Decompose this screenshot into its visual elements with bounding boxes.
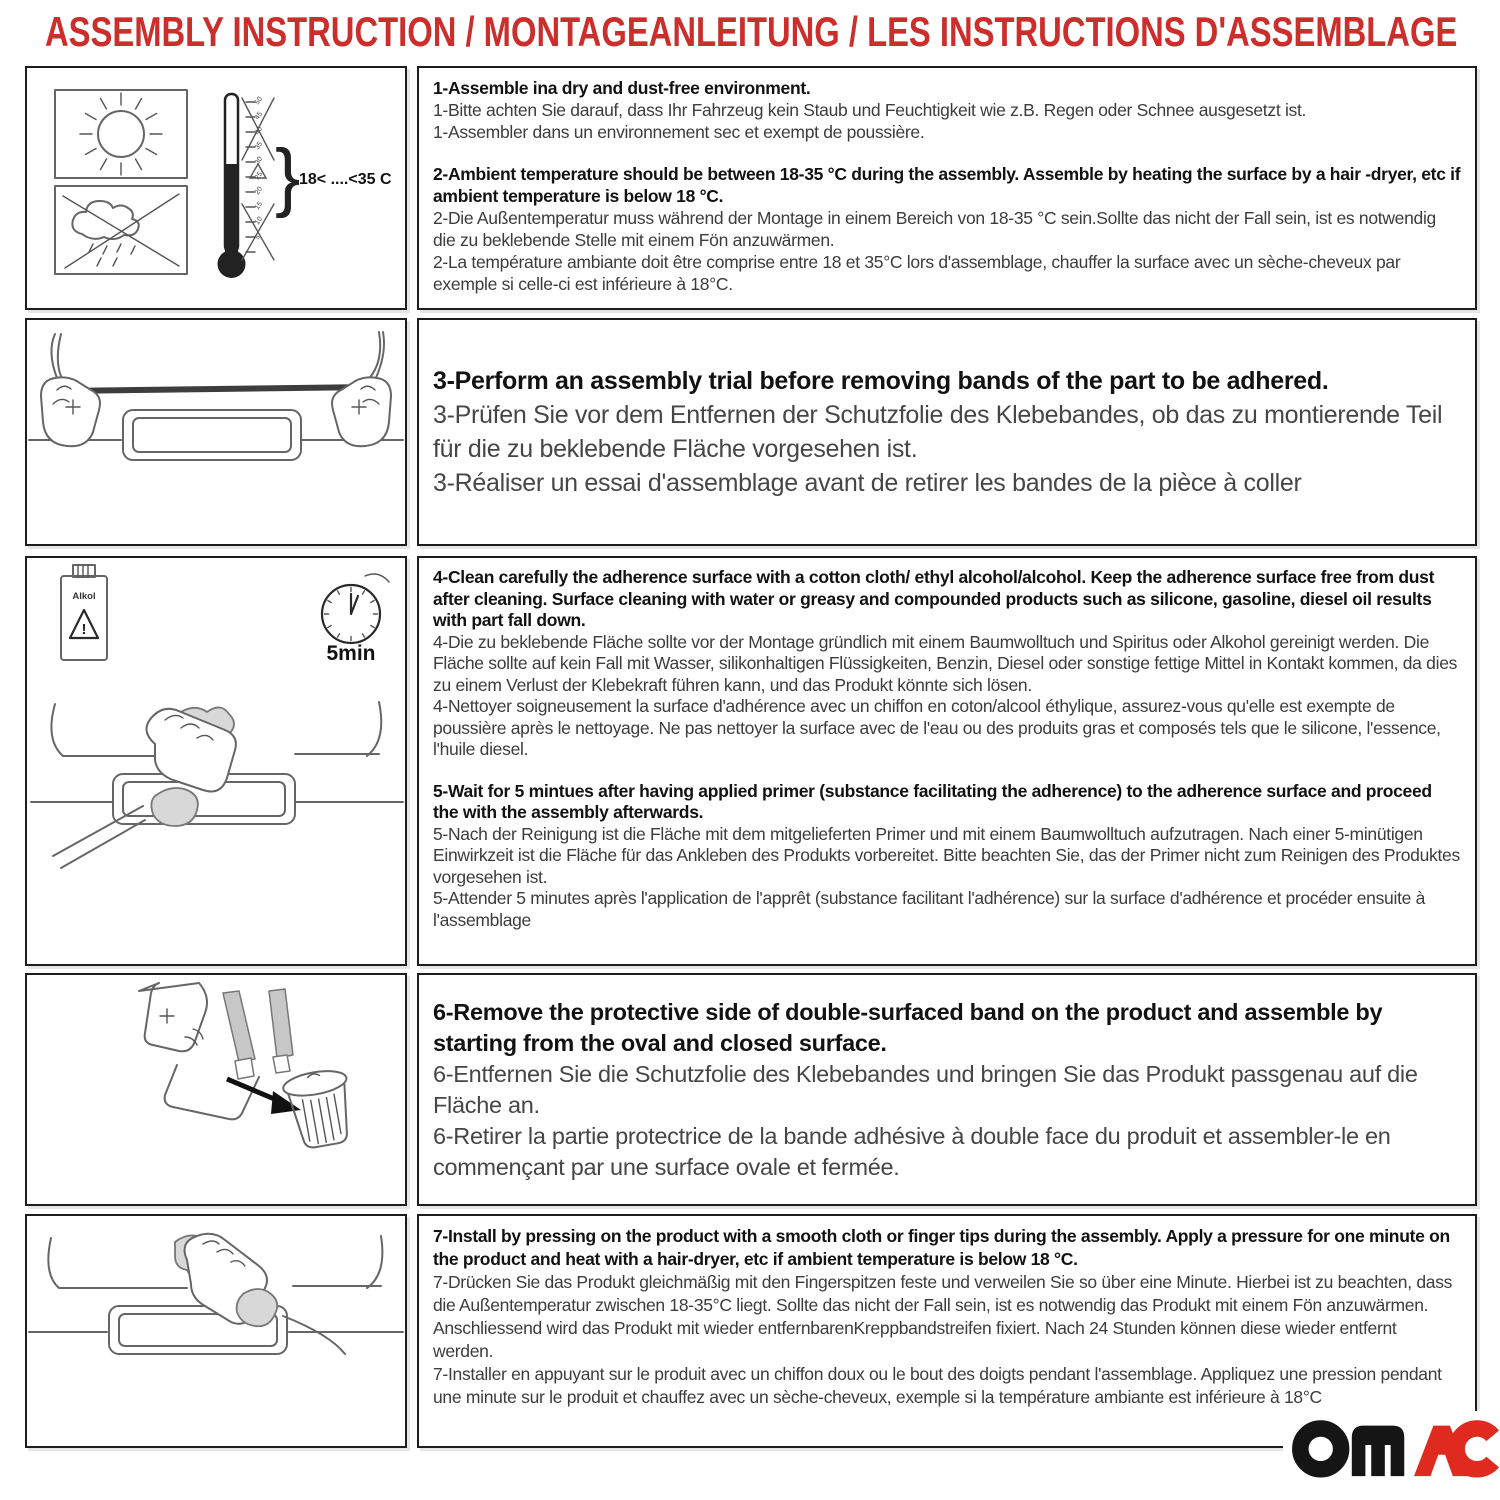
step3-en: 3-Perform an assembly trial before removing bands of the part to be adhered.: [433, 367, 1329, 395]
sun-icon: [55, 90, 187, 178]
svg-text:50: 50: [253, 95, 265, 107]
text-panel-step-1-2: [417, 66, 1477, 310]
svg-text:10: 10: [253, 215, 265, 227]
svg-text:45: 45: [253, 110, 265, 122]
illustration-panel-band-removal: [25, 973, 407, 1206]
illustration-panel-environment: [25, 66, 407, 310]
omac-logo-icon: [1289, 1411, 1500, 1479]
protective-band-strips: [223, 989, 293, 1079]
logo-red-letters: [1414, 1426, 1493, 1477]
band-removal-illustration: [27, 975, 405, 1204]
step-row-4: [25, 973, 1477, 1206]
peeling-hand-icon: [139, 983, 207, 1051]
no-rain-icon: [55, 186, 187, 274]
pressing-installation-illustration: [27, 1216, 405, 1446]
surface-cleaning-illustration: [27, 558, 405, 964]
step-row-1: [25, 66, 1477, 310]
thermometer-icon: [218, 94, 392, 278]
text-panel-step-6: [417, 973, 1477, 1206]
step3-de: 3-Prüfen Sie vor dem Entfernen der Schutzfolie des Klebebandes, ob das zu montierende Teil für die zu beklebende Fläche vorgesehen ist.: [433, 401, 1443, 463]
range-brace: }: [275, 134, 301, 219]
svg-text:40: 40: [253, 125, 265, 137]
step4-fr: 4-Nettoyer soigneusement la surface d'adhérence avec un chiffon en coton/alcool éthylique, assurez-vous qu'elle est exempte de poussière après le nettoyage. Ne pas nettoyer la surface avec de l'eau ou des produits gras et composés tels que le silicone, l'essence, l'huile diesel.: [433, 696, 1441, 759]
step3-fr: 3-Réaliser un essai d'assemblage avant de retirer les bandes de la pièce à coller: [433, 469, 1302, 497]
license-plate-recess: [123, 410, 301, 460]
step1-en: 1-Assemble ina dry and dust-free environment.: [433, 78, 811, 98]
trash-can-icon: [281, 1067, 357, 1151]
illustration-panel-pressing: [25, 1214, 407, 1448]
step2-en: 2-Ambient temperature should be between 18-35 °C during the assembly. Assemble by heating the surface by a hair -dryer, etc if ambient temperature is below 18 °C.: [433, 164, 1461, 206]
step6-fr: 6-Retirer la partie protectrice de la bande adhésive à double face du produit et assembler-le en commençant par une surface ovale et fermée.: [433, 1122, 1391, 1180]
adhesive-band: [61, 384, 373, 394]
step4-en: 4-Clean carefully the adherence surface with a cotton cloth/ ethyl alcohol/alcohol. Keep the adherence surface free from dust after cleaning. Surface cleaning with water or greasy and compounded products such as silicone, gasoline, diesel oil results with part fall down.: [433, 567, 1435, 630]
clock-icon: [322, 574, 389, 665]
step-row-3: [25, 556, 1477, 966]
svg-text:20: 20: [253, 185, 265, 197]
text-panel-step-4-5: [417, 556, 1477, 966]
step2-fr: 2-La température ambiante doit être comprise entre 18 et 35°C lors d'assemblage, chauffer la surface avec un sèche-cheveux par exemple si celle-ci est inférieure à 18°C.: [433, 252, 1401, 294]
alcohol-bottle-icon: [61, 565, 107, 660]
bottle-label: Alkol: [72, 591, 96, 602]
text-panel-step-3: [417, 318, 1477, 546]
step-row-5: [25, 1214, 1477, 1448]
logo-black-letters: [1300, 1426, 1404, 1477]
step1-fr: 1-Assembler dans un environnement sec et exempt de poussière.: [433, 122, 925, 142]
step6-en: 6-Remove the protective side of double-surfaced band on the product and assemble by starting from the oval and closed surface.: [433, 998, 1383, 1056]
warning-triangle-icon: [70, 610, 98, 638]
svg-text:!: !: [81, 621, 87, 638]
svg-text:5: 5: [253, 233, 262, 242]
omac-logo: [1283, 1411, 1500, 1479]
svg-text:35: 35: [253, 140, 265, 152]
illustration-panel-cleaning: [25, 556, 407, 966]
temperature-range-label: 18< ....<35 C: [299, 171, 392, 188]
step1-de: 1-Bitte achten Sie darauf, dass Ihr Fahrzeug kein Staub und Feuchtigkeit wie z.B. Regen oder Schnee ausgesetzt ist.: [433, 100, 1307, 120]
step6-de: 6-Entfernen Sie die Schutzfolie des Klebebandes und bringen Sie das Produkt passgenau auf die Fläche an.: [433, 1060, 1418, 1118]
cleaning-hand-icon: [53, 707, 236, 868]
step7-en: 7-Install by pressing on the product with a smooth cloth or finger tips during the assembly. Apply a pressure for one minute on the product and heat with a hair-dryer, etc if ambient temperature is below 18 °C.: [433, 1226, 1450, 1269]
dry-environment-illustration: [27, 68, 405, 308]
step5-de: 5-Nach der Reinigung ist die Fläche mit dem mitgelieferten Primer und mit einem Baumwolltuch aufzutragen. Nach einer 5-minütigen Einwirkzeit ist die Fläche für das Ankleben des Produkts vorbereitet. Bitte beachten Sie, das der Primer nicht zum Reinigen des Produktes vorgesehen ist.: [433, 823, 1460, 887]
step2-de: 2-Die Außentemperatur muss während der Montage in einem Bereich von 18-35 °C sein.Sollte das nicht der Fall sein, ist es notwendig die zu beklebende Stelle mit einem Fön anzuwärmen.: [433, 208, 1436, 250]
svg-text:15: 15: [253, 200, 265, 212]
assembly-trial-illustration: [27, 320, 405, 544]
step4-de: 4-Die zu beklebende Fläche sollte vor der Montage gründlich mit einem Baumwolltuch und Spiritus oder Alkohol gereinigt werden. Die Fläche sollte auf kein Fall mit Wasser, silikonhaltigen Flüssigkeiten, Benzin, Diesel oder sonstige fettige Mittel in Kontakt kommen, da dies zu einem Verlust der Klebekraft führen kann, und das Produkt könnte sich lösen.: [433, 631, 1458, 695]
crossed-out-cold-range: [242, 204, 274, 260]
step5-en: 5-Wait for 5 mintues after having applied primer (substance facilitating the adherence) to the adherence surface and proceed the with the assembly afterwards.: [433, 780, 1432, 822]
svg-text:25: 25: [253, 170, 265, 182]
clock-label: 5min: [326, 642, 376, 665]
step7-de: 7-Drücken Sie das Produkt gleichmäßig mit den Fingerspitzen feste und verweilen Sie so über eine Minute. Hierbei ist zu beachten, dass die Außentemperatur zwischen 18-35°C liegt. Sollte das nicht der Fall sein, ist es notwendig das Produkt mit einem Fön anzuwärmen. Anschliessend wird das Produkt mit wieder entfernbarenKreppbandstreifen fixiert. Nach 24 Stunden können diese wieder entfernt werden.: [433, 1272, 1453, 1361]
page-title: ASSEMBLY INSTRUCTION / MONTAGEANLEITUNG / LES INSTRUCTIONS D'ASSEMBLAGE: [45, 8, 1458, 55]
pressing-hand-icon: [175, 1234, 345, 1354]
step-row-2: [25, 318, 1477, 546]
step7-fr: 7-Installer en appuyant sur le produit avec un chiffon doux ou le bout des doigts pendant l'assemblage. Appliquez une pression pendant une minute sur le produit et chauffez avec un sèche-cheveux, exemple si la température ambiante est inférieure à 18°C: [433, 1364, 1442, 1407]
step5-fr: 5-Attender 5 minutes après l'application de l'apprêt (substance facilitant l'adhérence) sur la surface d'adhérence et procéder ensuite à l'assemblage: [433, 888, 1426, 930]
illustration-panel-trial-fit: [25, 318, 407, 546]
svg-text:30: 30: [253, 155, 265, 167]
